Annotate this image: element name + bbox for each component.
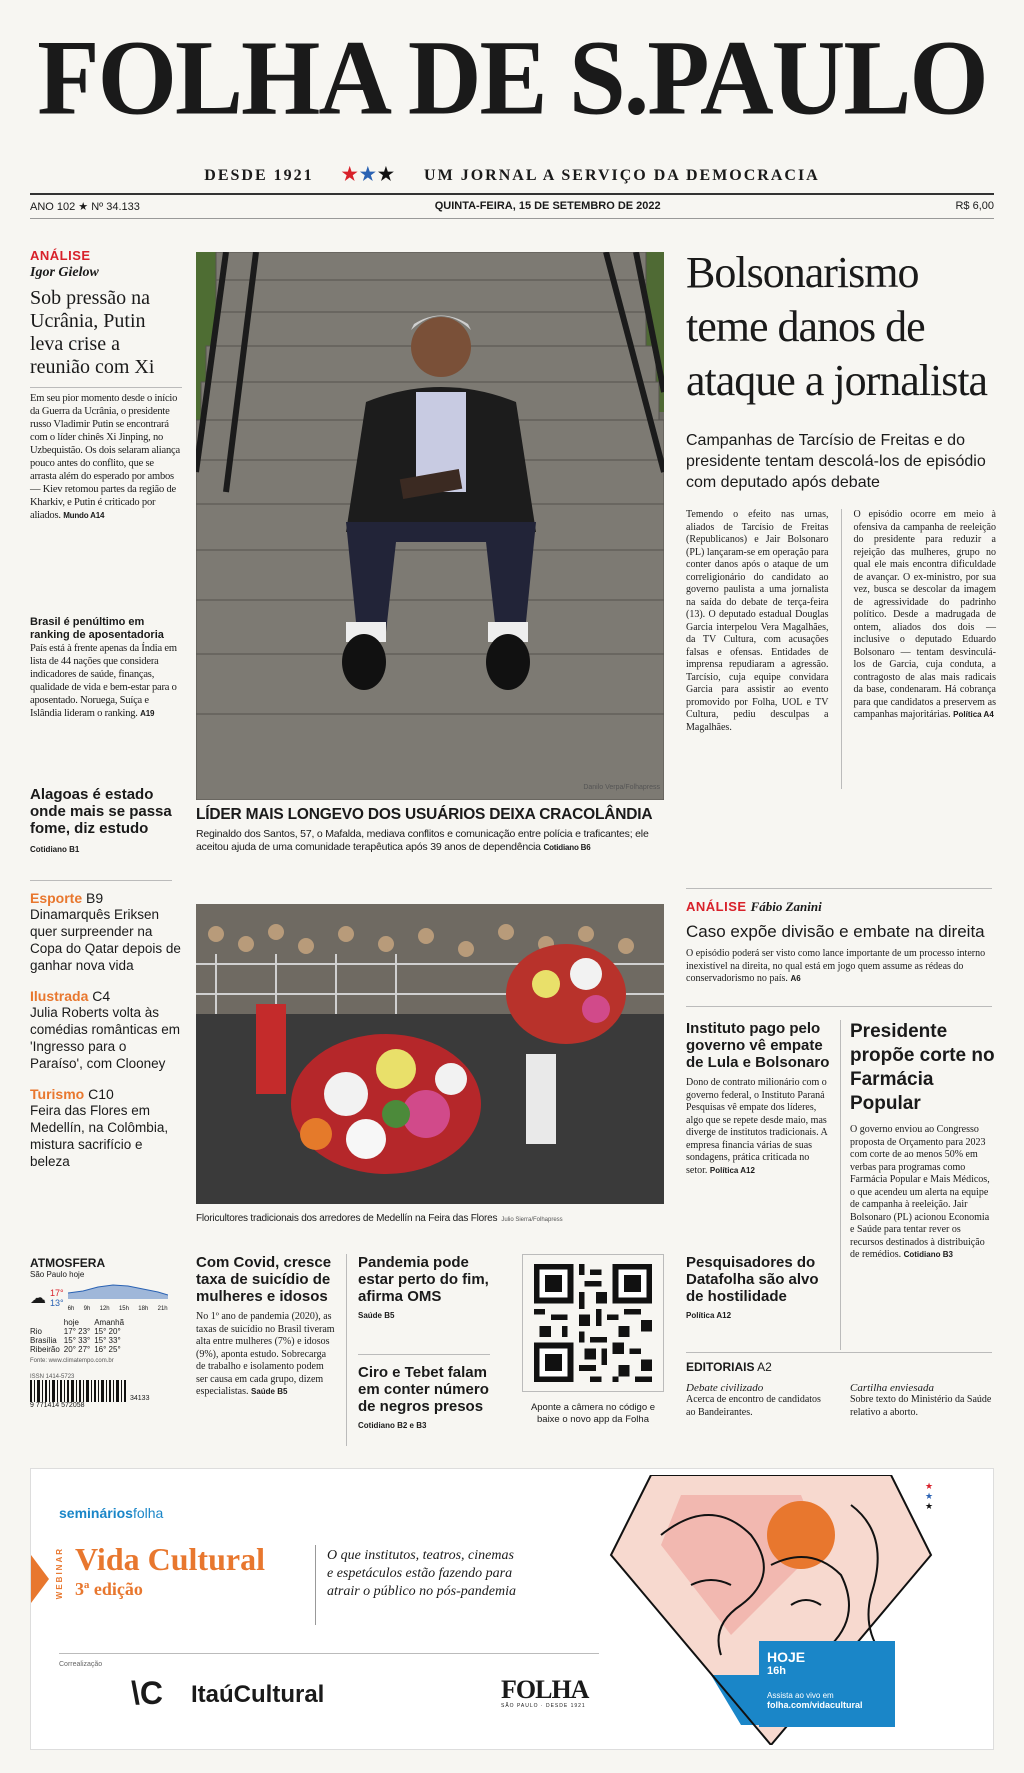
story-farmacia[interactable] [850,1020,996,1262]
qr-app-promo[interactable] [522,1254,664,1426]
ad-banner[interactable] [30,1468,994,1750]
teaser-turismo[interactable] [30,1086,182,1170]
ad-watch: Assista ao vivo em [767,1691,834,1700]
editorial-title: Cartilha enviesada [850,1382,935,1394]
qr-code-icon[interactable] [534,1264,652,1382]
editorial-text: Acerca de encontro de candidatos ao Bandeirantes. [686,1394,821,1418]
teaser-text: Julia Roberts volta às comédias românticas em 'Ingresso para o Paraíso', com Clooney [30,1005,181,1071]
datafolha-ref: Política A12 [686,1311,732,1320]
brasil-headline: Brasil é penúltimo em ranking de aposentadoria [30,616,164,641]
instituto-ref: Política A12 [709,1165,755,1175]
city-today: 15° 33° [63,1336,91,1345]
zanini-ref: A6 [790,974,801,983]
city-name: Rio [30,1327,43,1336]
ad-brand-a: seminários [59,1505,133,1521]
story-ciro-tebet[interactable] [358,1364,498,1430]
time-label: 6h [67,1306,75,1312]
qr-caption: Aponte a câmera no código e baixe o novo app da Folha [530,1402,656,1425]
editorial-item[interactable] [850,1382,996,1419]
brasil-body [30,642,182,720]
story-covid[interactable] [196,1254,336,1399]
lead-col2-text: O episódio ocorre em meio à ofensiva da campanha de reeleição do presidente para reduzir a rejeição das mulheres, grupo no qual ele mais encontra dificuldade de avançar. O ex-ministro, por sua vez, busca se descolar da imagem de agressividade do padrinho político. Desde a madrugada de ontem, aliados dos dois — inclusive o deputado Eduardo Bolsonaro — tentam desvinculá-los de Garcia, cuja conduta, a contragosto de alas mais radicais da base, condenaram. Há cobrança para que candidatos a preservem as campanhas majoritárias. [853,509,996,720]
editorial-item[interactable] [686,1382,832,1419]
zanini-kicker: ANÁLISE [686,899,747,914]
ad-folha-sub: SÃO PAULO · DESDE 1921 [501,1703,586,1709]
ad-brand-b: folha [132,1505,164,1521]
ad-today: HOJE [767,1649,806,1665]
divider [315,1545,316,1625]
pandemia-ref: Saúde B5 [358,1311,395,1320]
teaser-text: Feira das Flores em Medellín, na Colômbia, mistura sacrifício e beleza [30,1103,169,1169]
editorial-title: Debate civilizado [686,1382,764,1394]
weather-sub: São Paulo hoje [30,1270,85,1279]
ad-title: Vida Cultural [75,1541,265,1577]
weather-table [30,1318,128,1354]
city-name: Brasília [30,1336,57,1345]
col-tomorrow: Amanhã [94,1318,125,1327]
main-photo-title: LÍDER MAIS LONGEVO DOS USUÁRIOS DEIXA CRACOLÂNDIA [196,806,653,823]
masthead-logo: FOLHA DE S.PAULO [37,19,987,138]
temp-max: 17° [50,1287,64,1298]
divider [686,1352,992,1353]
time-label: 12h [99,1306,110,1312]
price: R$ 6,00 [955,200,994,212]
brasil-ref: A19 [140,709,155,718]
city-tomorrow: 15° 33° [94,1336,121,1345]
story-pandemia[interactable] [358,1254,498,1320]
city-name: Ribeirão [30,1345,60,1354]
ad-arrow-icon [31,1555,49,1603]
table-row [30,1336,128,1345]
zanini-author: Fábio Zanini [750,899,822,914]
teaser-page: C10 [88,1086,114,1102]
divider [686,888,992,889]
story-datafolha[interactable] [686,1254,832,1320]
teaser-section: Ilustrada [30,988,89,1004]
lead-headline: Bolsonarismo teme danos de ataque a jornalista [686,248,988,405]
analysis-ref: Mundo A14 [63,511,105,520]
analysis-body [30,392,182,522]
editoriais[interactable] [686,1360,996,1419]
analysis-headline: Sob pressão na Ucrânia, Putin leva crise a reunião com Xi [30,287,155,378]
instituto-body [686,1077,832,1177]
farmacia-headline: Presidente propõe corte no Farmácia Popular [850,1021,995,1114]
since-label: DESDE 1921 [204,167,314,184]
ad-sponsor-label: Correalização [59,1661,103,1668]
city-today: 20° 27° [63,1345,91,1354]
ad-edition: 3ª edição [75,1579,143,1599]
weather-box [30,1256,180,1409]
zanini-body [686,948,996,986]
analysis-zanini[interactable] [686,898,996,986]
divider [358,1354,490,1355]
time-label: 18h [138,1306,149,1312]
dateline-rule [30,218,994,219]
barcode [30,1380,180,1402]
main-photo-caption [196,828,664,854]
main-photo-ref: Cotidiano B6 [543,843,591,852]
ad-live-box[interactable] [759,1641,895,1727]
divider [686,1006,992,1007]
analysis-body-text: Em seu pior momento desde o início da Guerra da Ucrânia, o presidente russo Vladimir Putin se encontrará com o líder chinês Xi Jinping, no Uzbequistão. Os dois selaram aliança pouco antes do conflito, que se arrasta além do esperado por ambos — Kiev retomou partes da região de Kharkiv, e Putin é criticado por aliados. [30,393,180,521]
ad-folha-logo: FOLHA [501,1675,589,1704]
zanini-headline: Caso expõe divisão e embate na direita [686,922,985,941]
table-row [30,1327,128,1336]
cracolandia-photo [196,252,664,800]
edition-number: ANO 102 ★ Nº 34.133 [30,201,140,213]
main-photo[interactable] [196,252,664,800]
divider [59,1653,599,1654]
time-label: 21h [157,1306,168,1312]
editoriais-page: A2 [757,1360,772,1374]
weather-title: ATMOSFERA [30,1256,106,1270]
story-instituto[interactable] [686,1020,832,1177]
divider [346,1254,347,1446]
dateline [30,200,994,213]
time-label: 15h [118,1306,129,1312]
analysis-putin[interactable] [30,248,182,522]
divider [841,509,842,789]
time-label: 9h [83,1306,91,1312]
barcode-issue: 34133 [130,1395,150,1402]
datafolha-headline: Pesquisadores do Datafolha são alvo de hostilidade [686,1254,819,1305]
main-photo-caption-text: Reginaldo dos Santos, 57, o Mafalda, mediava conflitos e comunicação entre polícia e traficantes; ele aceitou ajuda de uma comunidade terapêutica após 39 anos de dependência [196,828,649,853]
col-today: hoje [63,1318,79,1327]
farmacia-body-text: O governo enviou ao Congresso proposta de Orçamento para 2023 com corte de ao menos 50% em verbas para programas como Farmácia Popular e Mais Médicos, o que acendeu um alerta na equipe de campanha à reeleição. Jair Bolsonaro (PL) acionou Economia e Saúde para tentar rever os recursos destinados à distribuição de remédios. [850,1124,990,1260]
city-tomorrow: 16° 25° [94,1345,121,1354]
ad-brand [59,1505,163,1521]
main-photo-credit: Danilo Verpa/Folhapress [583,784,660,791]
covid-body [196,1311,336,1399]
teaser-page: C4 [92,988,111,1004]
city-today: 17° 23° [63,1327,91,1336]
ciro-headline: Ciro e Tebet falam em conter número de negros presos [358,1364,489,1415]
barcode-icon [30,1380,126,1402]
table-row [30,1345,128,1354]
ad-url[interactable]: folha.com/vidacultural [767,1700,863,1710]
lead-col2 [853,509,996,789]
lead-deck: Campanhas de Tarcísio de Freitas e do presidente tentam descolá-los de episódio com deputado após debate [686,432,986,491]
teaser-page: B9 [86,890,104,906]
editoriais-label: EDITORIAIS [686,1360,755,1374]
lead-story[interactable] [686,246,996,789]
temp-min: 13° [50,1297,64,1308]
temp-chart-icon [68,1283,168,1301]
ad-time: 16h [767,1665,786,1677]
pandemia-headline: Pandemia pode estar perto do fim, afirma OMS [358,1254,489,1305]
itau-icon: \C [131,1675,163,1711]
ad-stars-icon: ★ ★ ★ [925,1481,934,1511]
teaser-esporte[interactable] [30,890,182,974]
brasil-body-text: País está à frente apenas da Índia em lista de 44 nações que considera indicadores de saúde, finanças, qualidade de vida e bem-estar para o aposentado. Noruega, Suíça e Islândia lideram o ranking. [30,643,177,719]
analysis-author: Igor Gielow [30,265,99,280]
flower-credit: Julio Sierra/Folhapress [501,1217,563,1223]
cloud-icon: ☁ [30,1289,46,1307]
instituto-body-text: Dono de contrato milionário com o governo federal, o Instituto Paraná Pesquisas vê empate dos líderes, algo que se repete desde maio, mas diverge de institutos tradicionais. A empresa financia várias de suas sondagens, prática criticada no setor. [686,1077,828,1176]
feira-flores-photo [196,904,664,1204]
barcode-number: 9 771414 572058 [30,1402,85,1409]
zanini-body-text: O episódio poderá ser visto como lance importante de um processo interno inexistível na direita, no qual está em jogo quem assume as rédeas do conservadorismo no país. [686,948,986,984]
teaser-section: Turismo [30,1086,85,1102]
flower-caption-block [196,1208,664,1226]
main-photo-caption-block[interactable] [196,806,664,854]
covid-ref: Saúde B5 [250,1387,288,1396]
qr-box[interactable] [522,1254,664,1392]
farmacia-ref: Cotidiano B3 [903,1250,953,1259]
lead-ref: Política A4 [953,710,994,719]
masthead-rule [30,193,994,195]
date: QUINTA-FEIRA, 15 DE SETEMBRO DE 2022 [434,200,661,212]
weather-source: Fonte: www.climatempo.com.br [30,1358,114,1364]
divider [840,1020,841,1350]
ad-text: O que institutos, teatros, cinemas e espetáculos estão fazendo para atrair o público no pós-pandemia [327,1548,516,1599]
flower-caption: Floricultores tradicionais dos arredores de Medellín na Feira das Flores [196,1213,498,1224]
stars-icon: ★★★ [341,164,397,184]
analysis-kicker: ANÁLISE [30,248,91,263]
issn: ISSN 1414-5723 [30,1374,75,1380]
flower-photo[interactable] [196,904,664,1204]
ad-sponsor: ItaúCultural [191,1681,325,1708]
instituto-headline: Instituto pago pelo governo vê empate de Lula e Bolsonaro [686,1020,830,1071]
divider [30,387,182,388]
alagoas-headline: Alagoas é estado onde mais se passa fome, diz estudo [30,786,172,837]
alagoas-ref: Cotidiano B1 [30,845,80,854]
teaser-ilustrada[interactable] [30,988,182,1072]
ciro-ref: Cotidiano B2 e B3 [358,1421,427,1430]
editorial-text: Sobre texto do Ministério da Saúde relativo a aborto. [850,1394,992,1418]
covid-body-text: No 1º ano de pandemia (2020), as taxas de suicídio no Brasil tiveram alta entre mulheres (7%) e idosos (9%), aponta estudo. Sobrecarga de trabalho e isolamento podem ser causa em cada grupo, dizem especialistas. [196,1311,335,1397]
city-tomorrow: 15° 20° [94,1327,121,1336]
teaser-text: Dinamarquês Eriksen quer surpreender na Copa do Qatar depois de ganhar nova vida [30,907,181,973]
teaser-section: Esporte [30,890,83,906]
motto-label: UM JORNAL A SERVIÇO DA DEMOCRACIA [424,167,820,184]
farmacia-body [850,1124,996,1262]
divider [30,880,172,881]
story-brasil-aposentadoria[interactable] [30,616,182,720]
ad-webinar-label: WEBINAR [55,1547,64,1600]
section-teasers [30,890,182,1170]
masthead-tagline [0,164,1024,185]
covid-headline: Com Covid, cresce taxa de suicídio de mulheres e idosos [196,1254,332,1305]
story-alagoas[interactable] [30,786,182,854]
lead-col1: Temendo o efeito nas urnas, aliados de Tarcísio de Freitas (Republicanos) e Jair Bolsonaro (PL) lançaram-se em operação para conter danos após o ataque de um correligionário do candidato ao governo paulista a uma jornalista na saída do debate de terça-feira (13). O deputado estadual Douglas Garcia interpelou Vera Magalhães, da TV Cultura, com acusações falsas e ofensas. Entidades de imprensa repudiaram a agressão. Tarcísio, cuja equipe convidara Garcia para assistir ao evento promovido por Folha, UOL e TV Cultura, pediu desculpas a Magalhães. [686,509,829,733]
